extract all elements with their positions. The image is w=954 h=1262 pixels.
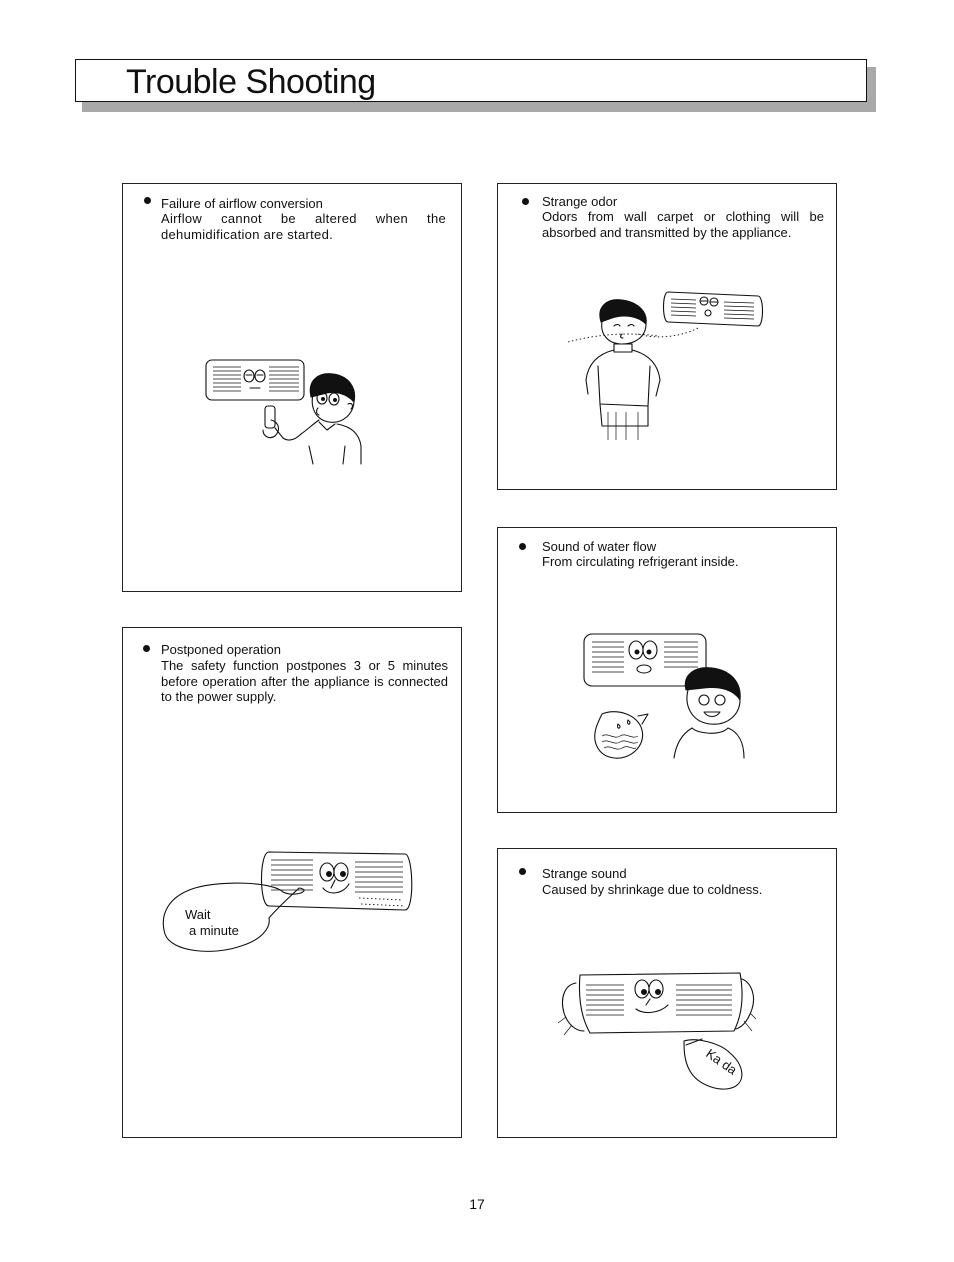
panel-description: From circulating refrigerant inside. <box>542 554 739 569</box>
speech-text-line2: a minute <box>189 923 239 938</box>
illustration-water-flow <box>498 528 838 814</box>
panel-water-flow <box>497 527 837 813</box>
panel-heading: Failure of airflow conversion <box>161 196 323 211</box>
illustration-odor <box>498 184 838 491</box>
panel-description: Odors from wall carpet or clothing will be absorbed and transmitted by the appliance. <box>542 209 824 240</box>
illustration-strange-sound <box>498 849 838 1139</box>
illustration-remote-user <box>123 184 463 593</box>
panel-description: Airflow cannot be altered when the dehumidification are started. <box>161 211 446 242</box>
panel-description: The safety function postpones 3 or 5 minutes before operation after the appliance is connected to the power supply. <box>161 658 448 704</box>
page-title: Trouble Shooting <box>126 63 376 101</box>
panel-description: Caused by shrinkage due to coldness. <box>542 882 763 897</box>
title-box <box>75 59 867 102</box>
speech-text: Ka da <box>703 1045 740 1078</box>
panel-heading: Sound of water flow <box>542 539 657 554</box>
panel-heading: Postponed operation <box>161 642 281 657</box>
panel-strange-sound <box>497 848 837 1138</box>
illustration-wait <box>123 628 463 1139</box>
speech-text-line1: Wait <box>185 907 211 922</box>
panel-postponed-operation <box>122 627 462 1138</box>
panel-airflow-conversion <box>122 183 462 592</box>
panel-heading: Strange odor <box>542 194 618 209</box>
page-number: 17 <box>469 1196 485 1212</box>
panel-strange-odor <box>497 183 837 490</box>
panel-heading: Strange sound <box>542 866 627 881</box>
